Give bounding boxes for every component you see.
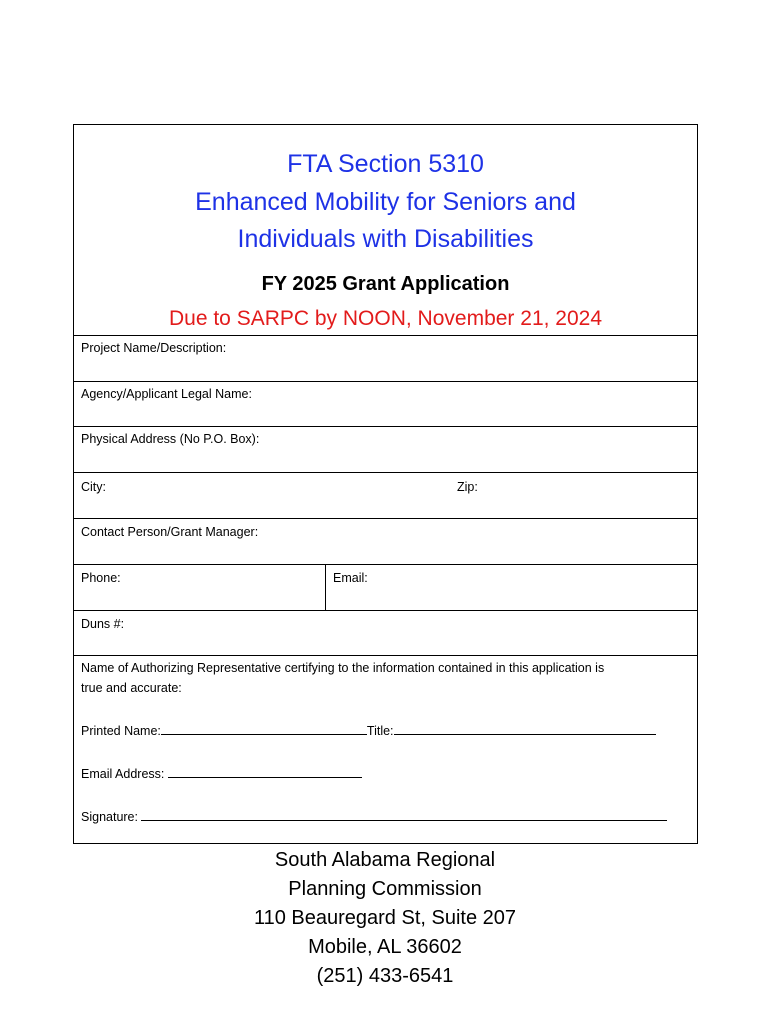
email-address-label: Email Address: [81, 767, 165, 781]
physical-address-field[interactable] [74, 426, 697, 472]
title-label: Title: [366, 724, 394, 738]
printed-name-line [81, 722, 656, 739]
signature-input[interactable] [141, 808, 667, 821]
title-line-2: Enhanced Mobility for Seniors and [195, 188, 576, 216]
footer-street: 110 Beauregard St, Suite 207 [253, 907, 517, 929]
footer-org-line-1: South Alabama Regional [274, 849, 496, 871]
printed-name-label: Printed Name: [81, 724, 161, 738]
footer-phone: (251) 433-6541 [316, 965, 454, 987]
certification-statement-line-2: true and accurate: [81, 681, 182, 695]
title-line-1: FTA Section 5310 [287, 150, 484, 178]
footer-address-block [0, 846, 770, 991]
project-name-field[interactable] [74, 335, 697, 381]
title-line-3: Individuals with Disabilities [237, 225, 534, 253]
city-zip-row [74, 472, 697, 518]
city-label: City: [81, 480, 106, 494]
due-date-notice: Due to SARPC by NOON, November 21, 2024 [168, 307, 603, 330]
agency-name-field[interactable] [74, 381, 697, 426]
zip-label: Zip: [457, 480, 478, 494]
phone-email-divider [325, 565, 326, 610]
agency-name-label: Agency/Applicant Legal Name: [81, 387, 252, 401]
email-label: Email: [333, 571, 368, 585]
contact-person-label: Contact Person/Grant Manager: [81, 525, 259, 539]
footer-org-line-2: Planning Commission [288, 878, 482, 900]
application-subtitle: FY 2025 Grant Application [261, 273, 510, 295]
email-address-input[interactable] [168, 765, 362, 778]
signature-label: Signature: [81, 810, 138, 824]
printed-name-input[interactable] [161, 722, 367, 735]
title-input[interactable] [394, 722, 656, 735]
certification-statement-line-1: Name of Authorizing Representative certifying to the information contained in this application is [81, 661, 605, 675]
signature-line [81, 808, 667, 825]
certification-section [74, 655, 697, 844]
footer-city: Mobile, AL 36602 [308, 936, 462, 958]
duns-field[interactable] [74, 610, 697, 655]
physical-address-label: Physical Address (No P.O. Box): [81, 432, 260, 446]
email-address-line [81, 765, 362, 782]
phone-email-row [74, 564, 697, 610]
duns-label: Duns #: [81, 617, 125, 631]
contact-person-field[interactable] [74, 518, 697, 564]
project-name-label: Project Name/Description: [81, 341, 227, 355]
grant-application-form [73, 124, 698, 844]
phone-label: Phone: [81, 571, 121, 585]
